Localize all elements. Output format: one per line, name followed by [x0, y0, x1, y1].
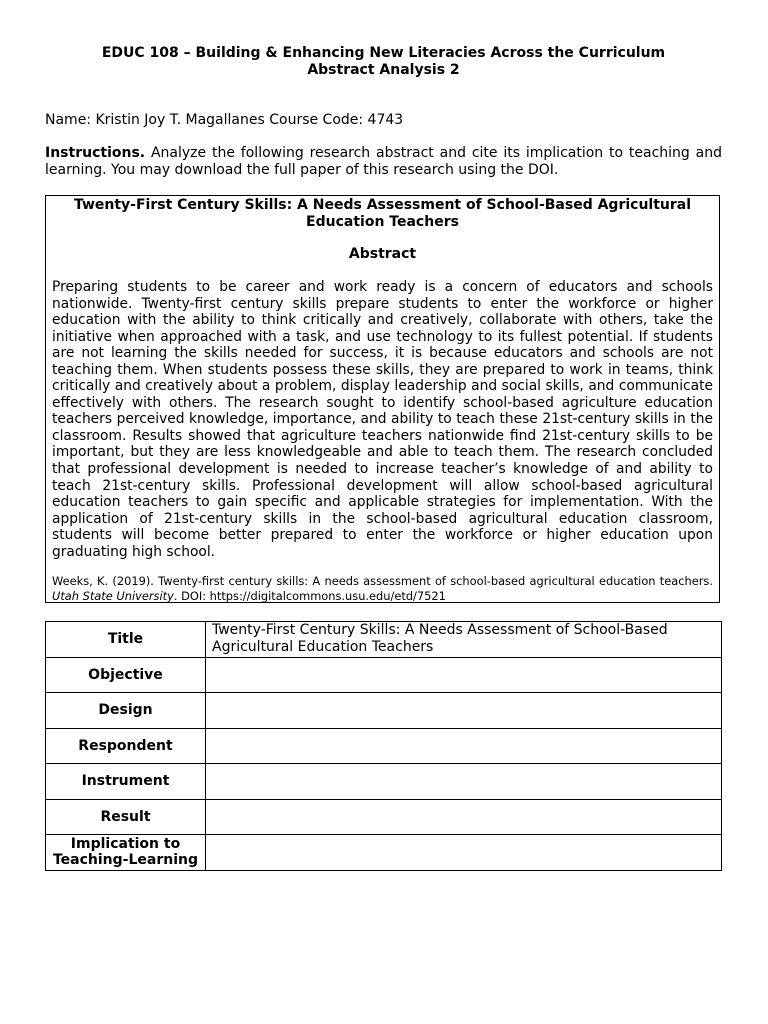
activity-title: Abstract Analysis 2 — [307, 62, 460, 78]
document-header — [45, 45, 722, 79]
row-value-result[interactable] — [206, 799, 722, 835]
row-value-objective[interactable] — [206, 657, 722, 693]
row-value-instrument[interactable] — [206, 764, 722, 800]
instructions-label: Instructions. — [45, 145, 146, 161]
row-label-instrument: Instrument — [46, 764, 206, 800]
table-row-implication — [46, 835, 722, 871]
table-row-objective — [46, 657, 722, 693]
table-row-respondent — [46, 728, 722, 764]
table-row-instrument — [46, 764, 722, 800]
paper-title: Twenty-First Century Skills: A Needs Assessment of School-Based Agricultural Education Teachers — [73, 197, 692, 230]
row-value-respondent[interactable] — [206, 728, 722, 764]
row-label-implication: Implication to Teaching-Learning — [46, 835, 206, 871]
student-name-line: Name: Kristin Joy T. Magallanes Course Code: 4743 — [45, 112, 404, 128]
row-value-implication[interactable] — [206, 835, 722, 871]
row-value-design[interactable] — [206, 693, 722, 729]
analysis-table — [45, 621, 722, 871]
table-row-title — [46, 622, 722, 658]
row-value-title[interactable]: Twenty-First Century Skills: A Needs Assessment of School-Based Agricultural Education Teachers — [206, 622, 722, 658]
table-row-design — [46, 693, 722, 729]
abstract-heading: Abstract — [348, 246, 417, 262]
citation-prefix: Weeks, K. (2019). Twenty-first century skills: A needs assessment of school-based agricultural education teachers. — [52, 574, 713, 589]
instructions-text: Analyze the following research abstract and cite its implication to teaching and learning. You may download the full paper of this research using the DOI. — [45, 145, 723, 178]
abstract-box — [45, 195, 720, 603]
row-label-design: Design — [46, 693, 206, 729]
instructions-paragraph — [45, 145, 722, 178]
citation-source: Utah State University — [52, 588, 174, 603]
course-title: EDUC 108 – Building & Enhancing New Literacies Across the Curriculum — [101, 45, 666, 61]
row-label-result: Result — [46, 799, 206, 835]
table-row-result — [46, 799, 722, 835]
citation — [52, 574, 713, 603]
citation-suffix: . DOI: https://digitalcommons.usu.edu/etd/7521 — [173, 588, 446, 603]
abstract-body: Preparing students to be career and work ready is a concern of educators and schools nationwide. Twenty-first century skills prepare students to enter the workforce or higher education with the ability to think critically and creatively, collaborate with others, take the initiative when approached with a task, and use technology to its fullest potential. If students are not learning the skills needed for success, it is because educators and schools are not teaching them. When students possess these skills, they are prepared to work in teams, think critically and creatively about a problem, display leadership and social skills, and communicate effectively with others. The research sought to identify school-based agriculture education teachers perceived knowledge, importance, and ability to teach these 21st-century skills in the classroom. Results showed that agriculture teachers nationwide find 21st-century skills to be important, but they are less knowledgeable and able to teach them. The research concluded that professional development is needed to increase teacher’s knowledge of and ability to teach 21st-century skills. Professional development will allow school-based agricultural education teachers to gain specific and applicable strategies for implementation. With the application of 21st-century skills in the school-based agricultural education classroom, students will become better prepared to enter the workforce or higher education upon graduating high school. — [52, 279, 713, 560]
row-label-respondent: Respondent — [46, 728, 206, 764]
row-label-title: Title — [46, 622, 206, 658]
row-label-objective: Objective — [46, 657, 206, 693]
